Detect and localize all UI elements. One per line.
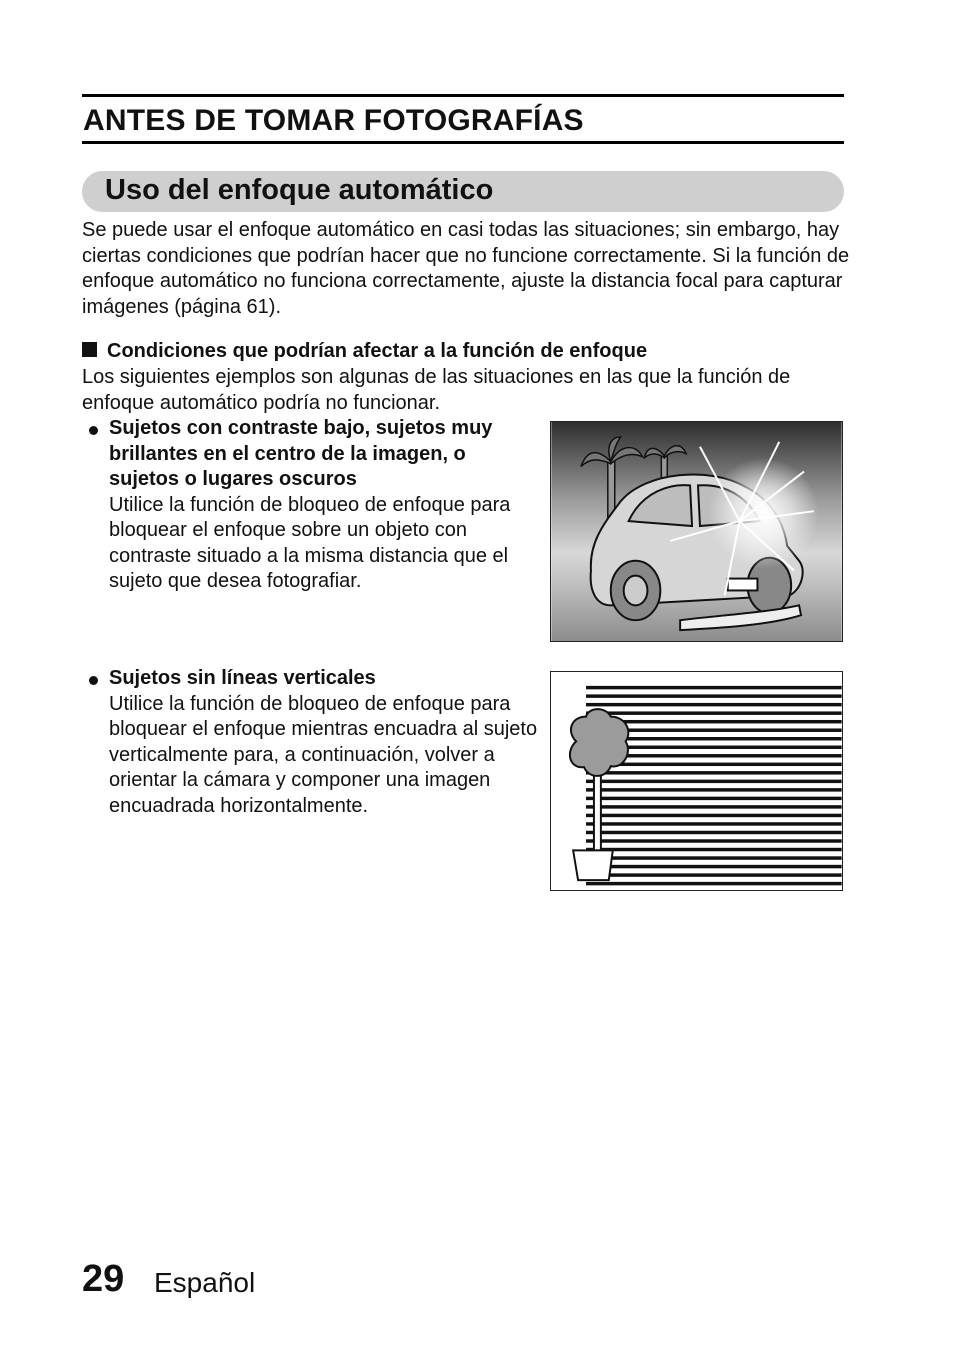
blinds-illustration [550, 671, 843, 891]
intro-paragraph: Se puede usar el enfoque automático en casi todas las situaciones; sin embargo, hay ciertas condiciones que podrían hacer que no funcione correctamente. Si la función de enfoque automático no funciona correctamente, ajuste la distancia focal para capturar imágenes (página 61). [82, 219, 850, 318]
bullet-icon [89, 426, 98, 435]
section-title-text: Uso del enfoque automático [105, 174, 494, 206]
list-item-title: Sujetos sin líneas verticales [109, 667, 376, 689]
conditions-heading-text: Condiciones que podrían afectar a la función de enfoque [107, 340, 648, 362]
language-label: Español [154, 1267, 256, 1298]
page-number: 29 [82, 1258, 125, 1300]
conditions-body: Los siguientes ejemplos son algunas de las situaciones en las que la función de enfoque automático podría no funcionar. [82, 366, 791, 414]
section-title [82, 171, 844, 212]
bullet-icon [89, 676, 98, 685]
list-item-text: Utilice la función de bloqueo de enfoque para bloquear el enfoque mientras encuadra al sujeto verticalmente para, a continuación, volver a orientar la cámara y componer una imagen encuadrada horizontalmente. [109, 692, 538, 817]
square-bullet-icon [82, 342, 97, 357]
car-glare-illustration [550, 421, 843, 642]
conditions-heading [82, 339, 647, 364]
car-glare-drawing [551, 422, 842, 641]
list-item-text: Utilice la función de bloqueo de enfoque para bloquear el enfoque sobre un objeto con contraste situado a la misma distancia que el sujeto que desea fotografiar. [109, 493, 511, 592]
list-item-title: Sujetos con contraste bajo, sujetos muy brillantes en el centro de la imagen, o sujetos o lugares oscuros [109, 417, 493, 490]
chapter-title [82, 94, 844, 144]
chapter-title-text: ANTES DE TOMAR FOTOGRAFÍAS [83, 104, 584, 137]
blinds-drawing [551, 672, 842, 890]
